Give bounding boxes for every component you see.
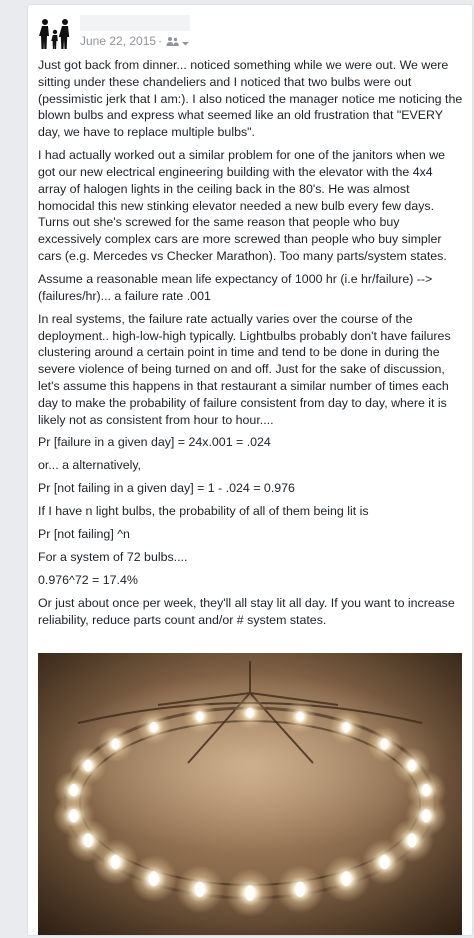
post-paragraph: Pr [not failing] ^n xyxy=(38,527,130,542)
bulb xyxy=(70,809,79,822)
bulb xyxy=(149,871,159,886)
chandelier-image xyxy=(38,653,462,936)
post-paragraph: In real systems, the failure rate actually varies over the course of the deployment.. high-low-high typically. Lightbulbs probably don't have failures clustering around a certain point in time and tend to be done in during the severe violence of being turned on and off. Just for the sake of discussion, let's assume this happens in that restaurant a similar number of times each day to make the probability of failure consistent from day to day, where it is likely not as consistent from hour to hour.... xyxy=(38,311,451,427)
post-paragraph: If I have n light bulbs, the probability of all of them being lit is xyxy=(38,504,369,519)
post-meta xyxy=(80,34,190,48)
bulb xyxy=(407,833,416,847)
post-body xyxy=(38,57,463,635)
bulb xyxy=(343,722,350,733)
bulb xyxy=(111,855,120,870)
bulb xyxy=(381,738,388,749)
bulb xyxy=(70,784,78,797)
bulb xyxy=(422,809,431,822)
bulb xyxy=(112,738,119,749)
avatar[interactable] xyxy=(38,17,72,51)
bulb xyxy=(245,885,255,900)
bulb xyxy=(295,882,305,897)
post-paragraph: 0.976^72 = 17.4% xyxy=(38,573,138,588)
bulb xyxy=(341,871,351,886)
bulb xyxy=(408,760,416,772)
bulb xyxy=(196,711,203,722)
chandelier-photo[interactable] xyxy=(38,653,462,936)
meta-separator: · xyxy=(158,34,163,48)
bulb xyxy=(247,708,254,719)
post-paragraph: I had actually worked out a similar problem for one of the janitors when we got our new electrical engineering building with the elevator with the 4x4 array of halogen lights in the ceiling back in the 80's. He was almost homocidal this new stinking elevator needed a new bulb every few days. Turns out she's screwed for the same reason that people who buy excessively complex cars are more screwed than people who buy simpler cars (e.g. Mercedes vs Checker Marathon). Too many parts/system states. xyxy=(38,148,447,263)
bulb xyxy=(84,760,92,772)
post-paragraph: Pr [failure in a given day] = 24x.001 = .024 xyxy=(38,435,271,450)
bulb xyxy=(150,722,157,733)
bulb xyxy=(380,855,389,870)
post-paragraph: Pr [not failing in a given day] = 1 - .024 = 0.976 xyxy=(38,481,295,496)
bulb xyxy=(422,784,430,797)
friends-icon[interactable] xyxy=(166,36,179,47)
bulb xyxy=(195,882,205,897)
post-card xyxy=(27,4,473,936)
post-paragraph: Just got back from dinner... noticed something while we were out. We were sitting under these chandeliers and I noticed that two bulbs were out (pessimistic jerk that I am:). I also noticed the manager notice me noticing the blown bulbs and express what seemed like an old frustration that "EVERY day, we have to replace multiple bulbs". xyxy=(38,58,463,140)
bulb xyxy=(297,711,304,722)
post-paragraph: Assume a reasonable mean life expectancy of 1000 hr (i.e hr/failure) --> (failures/hr)... a failure rate .001 xyxy=(38,271,433,303)
chevron-down-icon[interactable] xyxy=(181,37,190,46)
post-paragraph: For a system of 72 bulbs.... xyxy=(38,550,188,565)
post-paragraph: Or just about once per week, they'll all stay lit all day. If you want to increase reliability, reduce parts count and/or # system states. xyxy=(38,596,455,628)
author-name[interactable] xyxy=(80,15,190,31)
post-header xyxy=(28,5,472,57)
post-date[interactable]: June 22, 2015 xyxy=(80,34,157,48)
bulb xyxy=(84,833,93,847)
post-paragraph: or... a alternatively, xyxy=(38,458,142,473)
family-silhouette-icon xyxy=(38,17,72,51)
